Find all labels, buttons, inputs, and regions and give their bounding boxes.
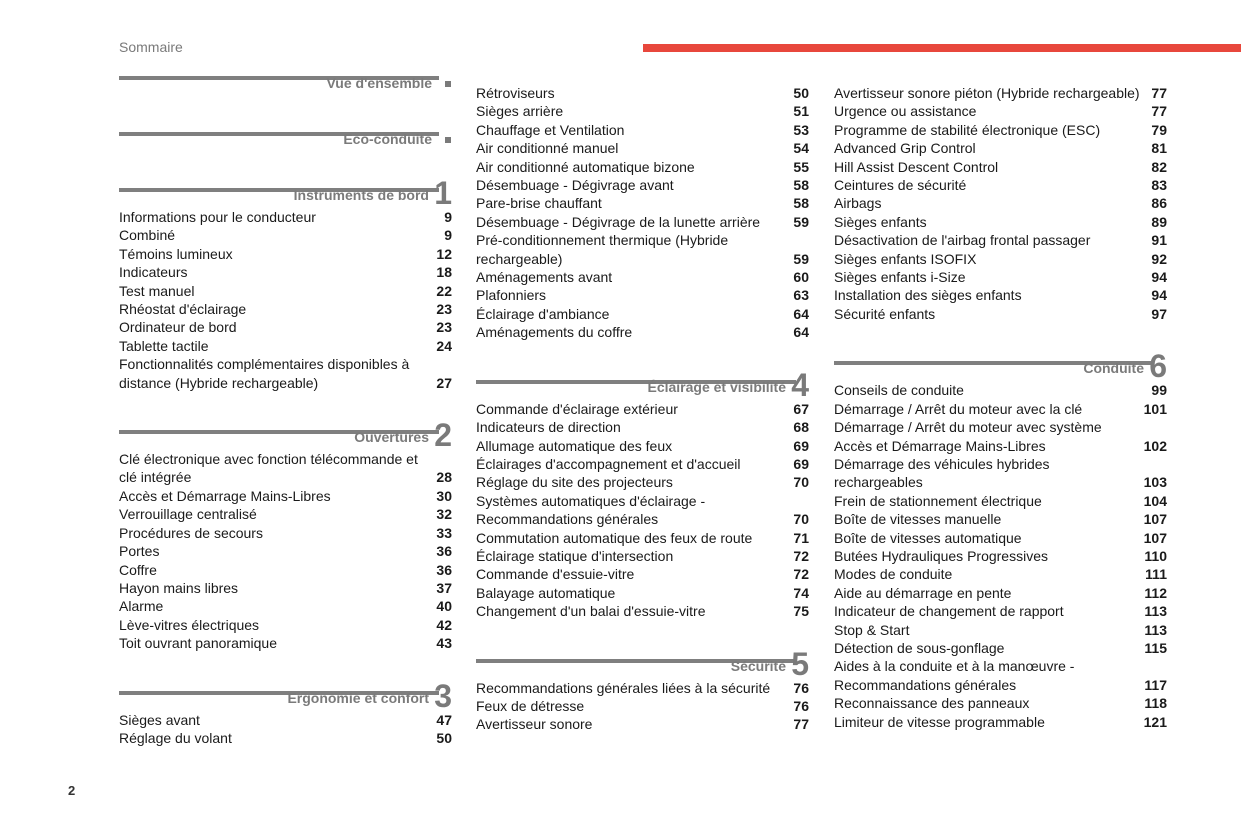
toc-entry[interactable]	[476, 268, 809, 286]
toc-entry-title: Aménagements avant	[476, 269, 613, 286]
toc-entry[interactable]	[119, 208, 452, 226]
section-title: Eco-conduite	[343, 131, 432, 147]
square-bullet-icon	[445, 81, 451, 87]
toc-entry-title: Boîte de vitesses automatique	[834, 529, 1022, 546]
toc-entry-page: 82	[1151, 158, 1167, 175]
toc-entry-title: Allumage automatique des feux	[476, 437, 673, 454]
toc-entry-title: Sièges enfants	[834, 213, 927, 230]
toc-column-3	[834, 84, 1167, 731]
toc-entry[interactable]	[834, 176, 1167, 194]
section-title: Instruments de bord	[293, 187, 429, 203]
toc-entry-title: Démarrage / Arrêt du moteur avec la clé	[834, 400, 1083, 417]
toc-entry-title: Commande d'éclairage extérieur	[476, 400, 678, 417]
toc-entry-title: Aménagements du coffre	[476, 324, 633, 341]
toc-entry-page: 101	[1143, 400, 1167, 417]
toc-entry-page: 40	[436, 598, 452, 615]
section-header-eco-conduite[interactable]	[119, 132, 452, 150]
toc-entry-title: Reconnaissance des panneaux	[834, 695, 1030, 712]
toc-entry[interactable]	[834, 231, 1167, 249]
toc-entry[interactable]	[476, 400, 809, 418]
toc-entry[interactable]	[476, 121, 809, 139]
toc-entry[interactable]	[476, 602, 809, 620]
toc-entry-page: 63	[793, 287, 809, 304]
toc-entry[interactable]	[834, 529, 1167, 547]
toc-entry-title: Pare-brise chauffant	[476, 195, 602, 212]
toc-entry-title: Indicateurs	[119, 264, 188, 281]
toc-entry[interactable]	[834, 694, 1167, 712]
toc-entry[interactable]	[834, 492, 1167, 510]
section-title: Sécurité	[730, 657, 786, 674]
toc-entry-title: Portes	[119, 543, 160, 560]
toc-entry[interactable]	[834, 381, 1167, 399]
toc-entry-title: Sièges arrière	[476, 103, 564, 120]
toc-entry-page: 118	[1144, 695, 1167, 712]
toc-entry-page: 50	[436, 729, 452, 746]
toc-entry-page: 9	[444, 209, 452, 225]
toc-entry-page: 12	[436, 245, 452, 262]
toc-entry[interactable]	[834, 418, 1167, 455]
toc-entry-title: Recommandations générales liées à la sécurité	[476, 679, 771, 696]
toc-entry-title: Airbags	[834, 195, 882, 212]
toc-entry[interactable]	[119, 263, 452, 281]
toc-entry-page: 42	[436, 616, 452, 633]
toc-entry[interactable]	[834, 102, 1167, 120]
toc-entry-page: 72	[793, 547, 809, 564]
toc-entry-page: 71	[793, 529, 809, 546]
toc-entry[interactable]	[476, 473, 809, 491]
toc-entry-page: 81	[1151, 140, 1167, 157]
page-title: Sommaire	[119, 39, 183, 55]
toc-entry-title: Changement d'un balai d'essuie-vitre	[476, 603, 706, 620]
toc-entry[interactable]	[119, 616, 452, 634]
toc-entry-page: 77	[1151, 85, 1167, 101]
toc-entry-page: 107	[1143, 511, 1167, 528]
toc-entry-title: Combiné	[119, 227, 176, 244]
page-number: 2	[68, 783, 76, 798]
toc-entry-title: Commande d'essuie-vitre	[476, 566, 635, 583]
toc-entry-title: Commutation automatique des feux de route	[476, 529, 753, 546]
toc-entry-title: Air conditionné manuel	[476, 140, 619, 157]
toc-entry-title: Désactivation de l'airbag frontal passager	[834, 232, 1091, 249]
toc-entry-page: 60	[793, 269, 809, 286]
toc-list	[119, 208, 452, 392]
section-number: 3	[434, 677, 452, 714]
header-accent-bar	[643, 44, 1241, 52]
toc-entry-title: Balayage automatique	[476, 584, 616, 601]
toc-entry[interactable]	[476, 323, 809, 341]
toc-entry-title: Frein de stationnement électrique	[834, 492, 1042, 509]
section-header-instruments[interactable]	[119, 175, 452, 211]
toc-entry[interactable]	[834, 158, 1167, 176]
toc-entry-page: 36	[436, 561, 452, 578]
toc-entry-title: Toit ouvrant panoramique	[119, 635, 277, 652]
toc-entry-title: Indicateur de changement de rapport	[834, 603, 1064, 620]
toc-entry[interactable]	[119, 282, 452, 300]
toc-entry-page: 77	[793, 716, 809, 733]
toc-entry-title: Désembuage - Dégivrage avant	[476, 177, 674, 194]
toc-column-2	[476, 84, 809, 734]
toc-entry-title: Réglage du volant	[119, 729, 232, 746]
section-title: Éclairage et visibilité	[647, 378, 786, 395]
toc-entry-title: Verrouillage centralisé	[119, 506, 257, 523]
toc-entry[interactable]	[834, 547, 1167, 565]
toc-entry-page: 51	[793, 103, 809, 120]
toc-entry-title: Advanced Grip Control	[834, 140, 976, 157]
toc-entry-page: 55	[793, 158, 809, 175]
toc-entry-title: Systèmes automatiques d'éclairage - Recommandations générales	[476, 492, 706, 528]
toc-entry[interactable]	[834, 657, 1167, 694]
toc-entry-page: 112	[1144, 584, 1167, 601]
toc-entry-title: Sièges enfants ISOFIX	[834, 250, 977, 267]
toc-entry-page: 69	[793, 455, 809, 472]
toc-entry-page: 89	[1151, 213, 1167, 230]
toc-entry-page: 69	[793, 437, 809, 454]
toc-entry[interactable]	[834, 510, 1167, 528]
toc-entry-title: Détection de sous-gonflage	[834, 639, 1005, 656]
toc-entry[interactable]	[119, 542, 452, 560]
toc-entry[interactable]	[834, 455, 1167, 492]
toc-entry[interactable]	[119, 711, 452, 729]
toc-entry-page: 68	[793, 419, 809, 436]
toc-entry[interactable]	[476, 84, 809, 102]
toc-list	[476, 679, 809, 734]
toc-entry-page: 58	[793, 177, 809, 194]
toc-entry[interactable]	[119, 505, 452, 523]
toc-entry-page: 70	[793, 511, 809, 528]
toc-entry[interactable]	[119, 487, 452, 505]
toc-entry[interactable]	[119, 561, 452, 579]
toc-entry-page: 115	[1144, 639, 1167, 656]
toc-entry-title: Conseils de conduite	[834, 382, 964, 399]
toc-entry-page: 86	[1151, 195, 1167, 212]
section-number: 5	[791, 645, 809, 682]
toc-entry-page: 47	[436, 711, 452, 728]
toc-entry-page: 27	[436, 374, 452, 391]
toc-entry-page: 59	[793, 213, 809, 230]
toc-entry[interactable]	[834, 139, 1167, 157]
square-bullet-icon	[445, 137, 451, 143]
toc-entry-page: 43	[436, 635, 452, 652]
toc-entry[interactable]	[834, 268, 1167, 286]
toc-entry-page: 110	[1144, 547, 1167, 564]
toc-entry-page: 83	[1151, 177, 1167, 194]
section-header-ergonomie[interactable]	[119, 677, 452, 714]
section-title: Conduite	[1083, 360, 1144, 377]
toc-entry-title: Sécurité enfants	[834, 305, 936, 322]
toc-entry-title: Butées Hydrauliques Progressives	[834, 547, 1048, 564]
toc-entry-title: Ordinateur de bord	[119, 319, 237, 336]
toc-list	[834, 381, 1167, 731]
section-title: Ouvertures	[354, 429, 429, 446]
toc-entry[interactable]	[834, 713, 1167, 731]
toc-entry-title: Hayon mains libres	[119, 579, 239, 596]
toc-entry[interactable]	[834, 250, 1167, 268]
toc-entry-title: Test manuel	[119, 282, 195, 299]
toc-list	[834, 84, 1167, 323]
toc-entry-title: Tablette tactile	[119, 337, 209, 354]
toc-entry[interactable]	[119, 579, 452, 597]
toc-entry-page: 74	[793, 584, 809, 601]
toc-entry-title: Éclairages d'accompagnement et d'accueil	[476, 455, 741, 472]
section-header-eclairage[interactable]	[476, 366, 809, 403]
toc-entry[interactable]	[476, 139, 809, 157]
toc-entry-page: 37	[436, 579, 452, 596]
toc-entry-page: 23	[436, 319, 452, 336]
toc-entry-page: 99	[1151, 382, 1167, 399]
toc-entry-title: Rhéostat d'éclairage	[119, 301, 247, 318]
toc-entry-title: Témoins lumineux	[119, 245, 233, 262]
toc-entry-title: Urgence ou assistance	[834, 103, 977, 120]
toc-entry-page: 111	[1145, 566, 1167, 583]
toc-entry-page: 107	[1143, 529, 1167, 546]
toc-entry-page: 94	[1151, 269, 1167, 286]
toc-entry[interactable]	[476, 565, 809, 583]
toc-entry-title: Limiteur de vitesse programmable	[834, 713, 1045, 730]
toc-entry-title: Boîte de vitesses manuelle	[834, 511, 1002, 528]
toc-entry[interactable]	[476, 547, 809, 565]
toc-entry-title: Stop & Start	[834, 621, 910, 638]
toc-entry[interactable]	[119, 597, 452, 615]
toc-entry-page: 36	[436, 543, 452, 560]
section-title: Ergonomie et confort	[287, 689, 429, 706]
toc-entry-page: 9	[444, 227, 452, 244]
toc-entry-page: 33	[436, 524, 452, 541]
toc-entry-page: 64	[793, 305, 809, 322]
toc-entry[interactable]	[476, 102, 809, 120]
toc-entry-title: Indicateurs de direction	[476, 419, 621, 436]
toc-entry-title: Éclairage d'ambiance	[476, 305, 610, 322]
toc-entry-page: 121	[1143, 713, 1167, 730]
toc-list	[119, 711, 452, 748]
toc-list	[476, 400, 809, 621]
toc-entry[interactable]	[476, 529, 809, 547]
toc-entry-title: Programme de stabilité électronique (ESC)	[834, 121, 1101, 138]
toc-entry-title: Lève-vitres électriques	[119, 616, 260, 633]
toc-entry-page: 28	[436, 469, 452, 486]
toc-entry[interactable]	[119, 729, 452, 747]
toc-entry-page: 103	[1143, 474, 1167, 491]
toc-entry-title: Désembuage - Dégivrage de la lunette arrière	[476, 213, 761, 230]
toc-entry[interactable]	[476, 286, 809, 304]
toc-entry-page: 32	[436, 506, 452, 523]
toc-entry[interactable]	[119, 355, 452, 392]
toc-entry-title: Aide au démarrage en pente	[834, 584, 1012, 601]
section-header-ouvertures[interactable]	[119, 417, 452, 454]
toc-entry-page: 77	[1151, 103, 1167, 120]
toc-entry[interactable]	[834, 213, 1167, 231]
section-number: 6	[1149, 348, 1167, 385]
toc-entry[interactable]	[834, 194, 1167, 212]
toc-entry[interactable]	[834, 305, 1167, 323]
toc-entry[interactable]	[834, 84, 1167, 102]
toc-entry-page: 22	[436, 282, 452, 299]
toc-entry[interactable]	[119, 300, 452, 318]
toc-entry-page: 75	[793, 603, 809, 620]
toc-entry-page: 117	[1144, 676, 1167, 693]
toc-entry-title: Éclairage statique d'intersection	[476, 547, 674, 564]
toc-entry[interactable]	[834, 602, 1167, 620]
toc-entry-page: 104	[1143, 492, 1167, 509]
section-number: 4	[791, 366, 809, 403]
toc-entry[interactable]	[834, 639, 1167, 657]
toc-entry-page: 91	[1151, 232, 1167, 249]
toc-entry-page: 113	[1144, 603, 1167, 620]
section-number: 2	[434, 417, 452, 454]
toc-entry-title: Sièges enfants i-Size	[834, 269, 966, 286]
toc-entry[interactable]	[476, 715, 809, 733]
toc-entry-page: 24	[436, 337, 452, 354]
toc-entry[interactable]	[834, 621, 1167, 639]
toc-entry[interactable]	[476, 194, 809, 212]
toc-entry-page: 76	[793, 697, 809, 714]
toc-entry-title: Sièges avant	[119, 711, 200, 728]
toc-entry-title: Clé électronique avec fonction télécommande et clé intégrée	[119, 451, 418, 486]
toc-entry-page: 67	[793, 400, 809, 417]
toc-entry-page: 97	[1151, 305, 1167, 322]
toc-entry[interactable]	[119, 524, 452, 542]
toc-entry-title: Ceintures de sécurité	[834, 177, 967, 194]
toc-entry[interactable]	[834, 286, 1167, 304]
toc-entry-page: 18	[436, 264, 452, 281]
toc-entry-title: Démarrage des véhicules hybrides rechargeables	[834, 455, 1050, 491]
toc-entry-page: 76	[793, 679, 809, 696]
toc-entry[interactable]	[119, 226, 452, 244]
toc-entry[interactable]	[476, 418, 809, 436]
toc-entry-title: Procédures de secours	[119, 524, 263, 541]
toc-entry-title: Avertisseur sonore piéton (Hybride rechargeable)	[834, 85, 1140, 101]
toc-entry[interactable]	[834, 584, 1167, 602]
toc-entry-page: 54	[793, 140, 809, 157]
toc-entry-page: 102	[1143, 437, 1167, 454]
toc-entry[interactable]	[834, 400, 1167, 418]
toc-column-1	[119, 75, 452, 747]
toc-entry-title: Air conditionné automatique bizone	[476, 158, 695, 175]
toc-entry[interactable]	[476, 455, 809, 473]
toc-entry-page: 94	[1151, 287, 1167, 304]
section-title: Vue d'ensemble	[326, 75, 432, 91]
toc-entry-page: 72	[793, 566, 809, 583]
toc-entry-title: Accès et Démarrage Mains-Libres	[119, 487, 331, 504]
toc-entry[interactable]	[834, 565, 1167, 583]
toc-entry-title: Plafonniers	[476, 287, 547, 304]
toc-entry[interactable]	[119, 450, 452, 487]
toc-entry-page: 113	[1144, 621, 1167, 638]
toc-entry-title: Rétroviseurs	[476, 85, 555, 101]
toc-entry[interactable]	[119, 318, 452, 336]
toc-entry-title: Coffre	[119, 561, 157, 578]
toc-entry[interactable]	[119, 634, 452, 652]
toc-entry[interactable]	[476, 213, 809, 231]
toc-entry-title: Alarme	[119, 598, 164, 615]
toc-entry-page: 30	[436, 487, 452, 504]
toc-entry-page: 50	[793, 85, 809, 101]
toc-entry-page: 79	[1151, 121, 1167, 138]
toc-entry[interactable]	[476, 176, 809, 194]
toc-entry[interactable]	[476, 437, 809, 455]
section-header-securite[interactable]	[476, 645, 809, 682]
toc-entry[interactable]	[476, 231, 809, 268]
toc-entry-title: Démarrage / Arrêt du moteur avec système Accès et Démarrage Mains-Libres	[834, 419, 1102, 454]
toc-entry-title: Avertisseur sonore	[476, 716, 593, 733]
toc-entry-page: 59	[793, 250, 809, 267]
toc-entry-title: Pré-conditionnement thermique (Hybride rechargeable)	[476, 232, 729, 267]
toc-entry-title: Réglage du site des projecteurs	[476, 474, 673, 491]
toc-entry-page: 23	[436, 301, 452, 318]
toc-entry[interactable]	[476, 697, 809, 715]
toc-entry-page: 58	[793, 195, 809, 212]
toc-entry-title: Fonctionnalités complémentaires disponibles à distance (Hybride rechargeable)	[119, 356, 410, 391]
toc-entry-title: Informations pour le conducteur	[119, 209, 316, 225]
toc-entry[interactable]	[476, 158, 809, 176]
toc-entry-title: Feux de détresse	[476, 697, 585, 714]
toc-entry[interactable]	[834, 121, 1167, 139]
toc-list	[119, 450, 452, 652]
toc-entry-title: Hill Assist Descent Control	[834, 158, 999, 175]
toc-entry-title: Installation des sièges enfants	[834, 287, 1022, 304]
section-number: 1	[434, 175, 452, 211]
toc-entry-title: Aides à la conduite et à la manœuvre - Recommandations générales	[834, 658, 1075, 693]
toc-entry[interactable]	[119, 337, 452, 355]
toc-entry-title: Chauffage et Ventilation	[476, 121, 625, 138]
toc-list	[476, 84, 809, 342]
toc-entry-title: Modes de conduite	[834, 566, 953, 583]
toc-entry-page: 70	[793, 474, 809, 491]
toc-entry-page: 53	[793, 121, 809, 138]
toc-entry[interactable]	[476, 492, 809, 529]
section-header-conduite[interactable]	[834, 348, 1167, 385]
toc-entry[interactable]	[119, 245, 452, 263]
toc-entry[interactable]	[476, 584, 809, 602]
toc-entry-page: 64	[793, 324, 809, 341]
toc-entry-page: 92	[1151, 250, 1167, 267]
toc-entry[interactable]	[476, 305, 809, 323]
toc-entry[interactable]	[476, 679, 809, 697]
section-header-vue-ensemble[interactable]	[119, 76, 452, 94]
